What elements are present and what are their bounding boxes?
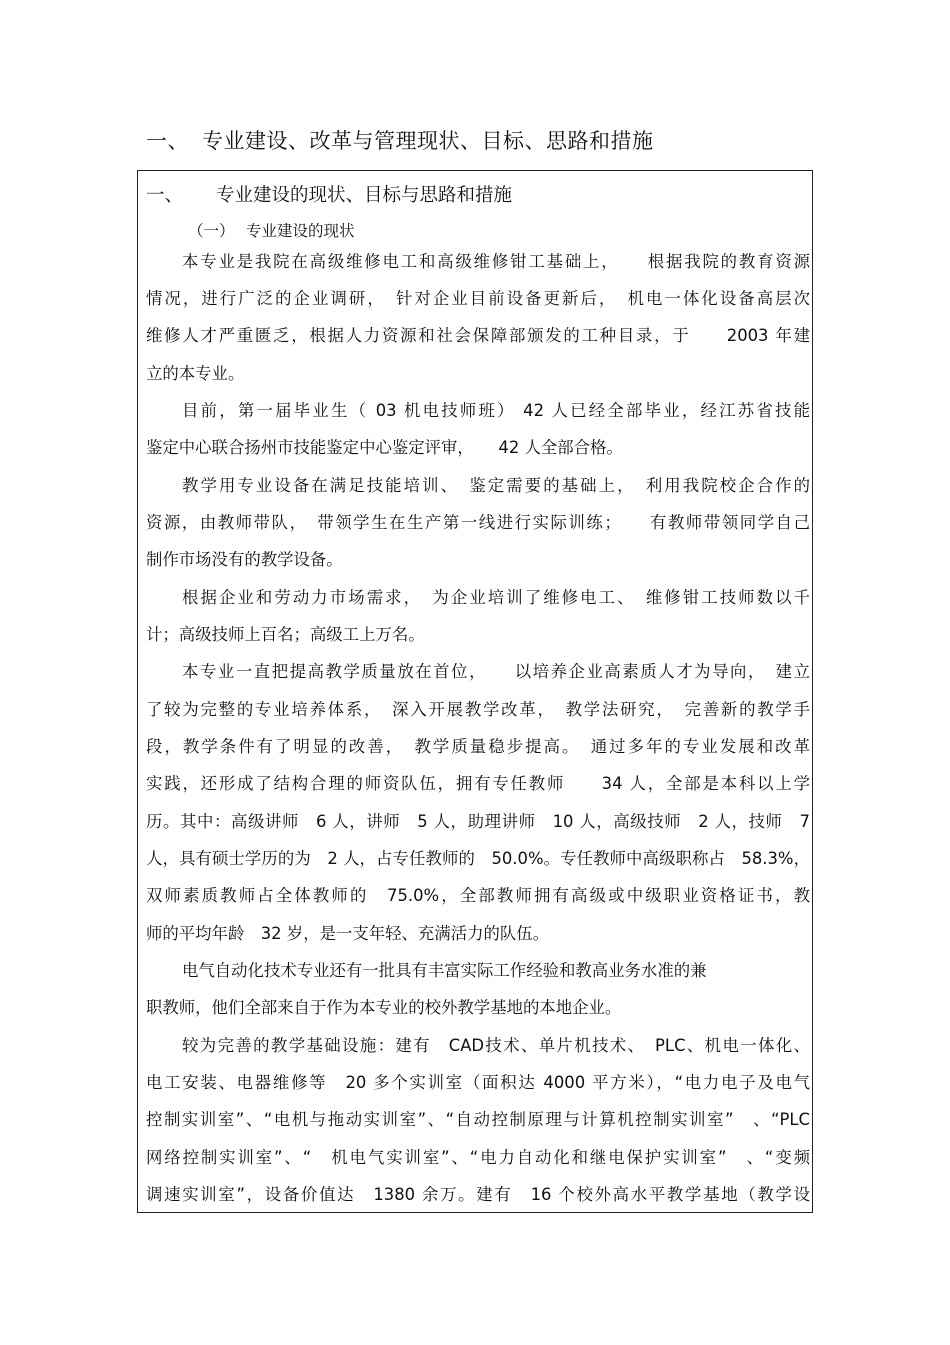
subsection-title-text: 专业建设的现状 bbox=[246, 222, 355, 240]
body-text bbox=[138, 171, 812, 1212]
text-line: 历。其中：高级讲师 6 人，讲师 5 人，助理讲师 10 人，高级技师 2 人，技师 7 bbox=[146, 812, 810, 831]
text-line: 计；高级技师上百名；高级工上万名。 bbox=[146, 625, 425, 644]
text-line: 本专业是我院在高级维修电工和高级维修钳工基础上， 根据我院的教育资源 bbox=[182, 252, 810, 271]
text-line: 目前，第一届毕业生（ 03 机电技师班） 42 人已经全部毕业，经江苏省技能 bbox=[182, 401, 810, 420]
text-line: 情况，进行广泛的企业调研， 针对企业目前设备更新后， 机电一体化设备高层次 bbox=[146, 289, 810, 308]
text-line: 制作市场没有的教学设备。 bbox=[146, 550, 343, 569]
text-line: 电气自动化技术专业还有一批具有丰富实际工作经验和教高业务水准的兼 bbox=[182, 961, 707, 980]
text-line: 较为完善的教学基础设施：建有 CAD技术、单片机技术、 PLC、机电一体化、 bbox=[182, 1036, 810, 1055]
text-line: 网络控制实训室”、“ 机电气实训室”、“电力自动化和继电保护实训室” 、“变频 bbox=[146, 1148, 810, 1167]
content-box bbox=[137, 170, 813, 1213]
text-line: 立的本专业。 bbox=[146, 364, 245, 383]
text-line: 职教师，他们全部来自于作为本专业的校外教学基地的本地企业。 bbox=[146, 998, 622, 1017]
text-line: 人，具有硕士学历的为 2 人，占专任教师的 50.0%。专任教师中高级职称占 58.3%， bbox=[146, 849, 810, 868]
text-line: 师的平均年龄 32 岁，是一支年轻、充满活力的队伍。 bbox=[146, 924, 550, 943]
text-line: 段，教学条件有了明显的改善， 教学质量稳步提高。 通过多年的专业发展和改革 bbox=[146, 737, 810, 756]
text-line: 鉴定中心联合扬州市技能鉴定中心鉴定评审， 42 人全部合格。 bbox=[146, 438, 623, 457]
text-line: 资源，由教师带队， 带领学生在生产第一线进行实际训练； 有教师带领同学自己 bbox=[146, 513, 810, 532]
text-line: 电工安装、电器维修等 20 多个实训室（面积达 4000 平方米），“电力电子及电气 bbox=[146, 1073, 810, 1092]
page-heading-number: 一、 bbox=[146, 129, 189, 153]
section-number: 一、 bbox=[146, 185, 184, 206]
text-line: 实践，还形成了结构合理的师资队伍，拥有专任教师 34 人，全部是本科以上学 bbox=[146, 774, 810, 793]
text-line: 调速实训室”，设备价值达 1380 余万。建有 16 个校外高水平教学基地（教学设 bbox=[146, 1185, 810, 1204]
text-line: 教学用专业设备在满足技能培训、 鉴定需要的基础上， 利用我院校企合作的 bbox=[182, 476, 810, 495]
text-line: 根据企业和劳动力市场需求， 为企业培训了维修电工、 维修钳工技师数以千 bbox=[182, 588, 810, 607]
text-line: 本专业一直把提高教学质量放在首位， 以培养企业高素质人才为导向， 建立 bbox=[182, 662, 810, 681]
page-heading-text: 专业建设、改革与管理现状、目标、思路和措施 bbox=[202, 129, 654, 153]
text-line: 控制实训室”、“电机与拖动实训室”、“自动控制原理与计算机控制实训室” 、“PLC bbox=[146, 1110, 810, 1129]
page-heading bbox=[146, 125, 654, 155]
subsection-number: （一） bbox=[188, 222, 235, 240]
section-title-text: 专业建设的现状、目标与思路和措施 bbox=[216, 185, 513, 206]
text-line: 了较为完整的专业培养体系， 深入开展教学改革， 教学法研究， 完善新的教学手 bbox=[146, 700, 810, 719]
text-line: 双师素质教师占全体教师的 75.0%，全部教师拥有高级或中级职业资格证书，教 bbox=[146, 886, 810, 905]
text-line: 维修人才严重匮乏，根据人力资源和社会保障部颁发的工种目录，于 2003 年建 bbox=[146, 326, 810, 345]
